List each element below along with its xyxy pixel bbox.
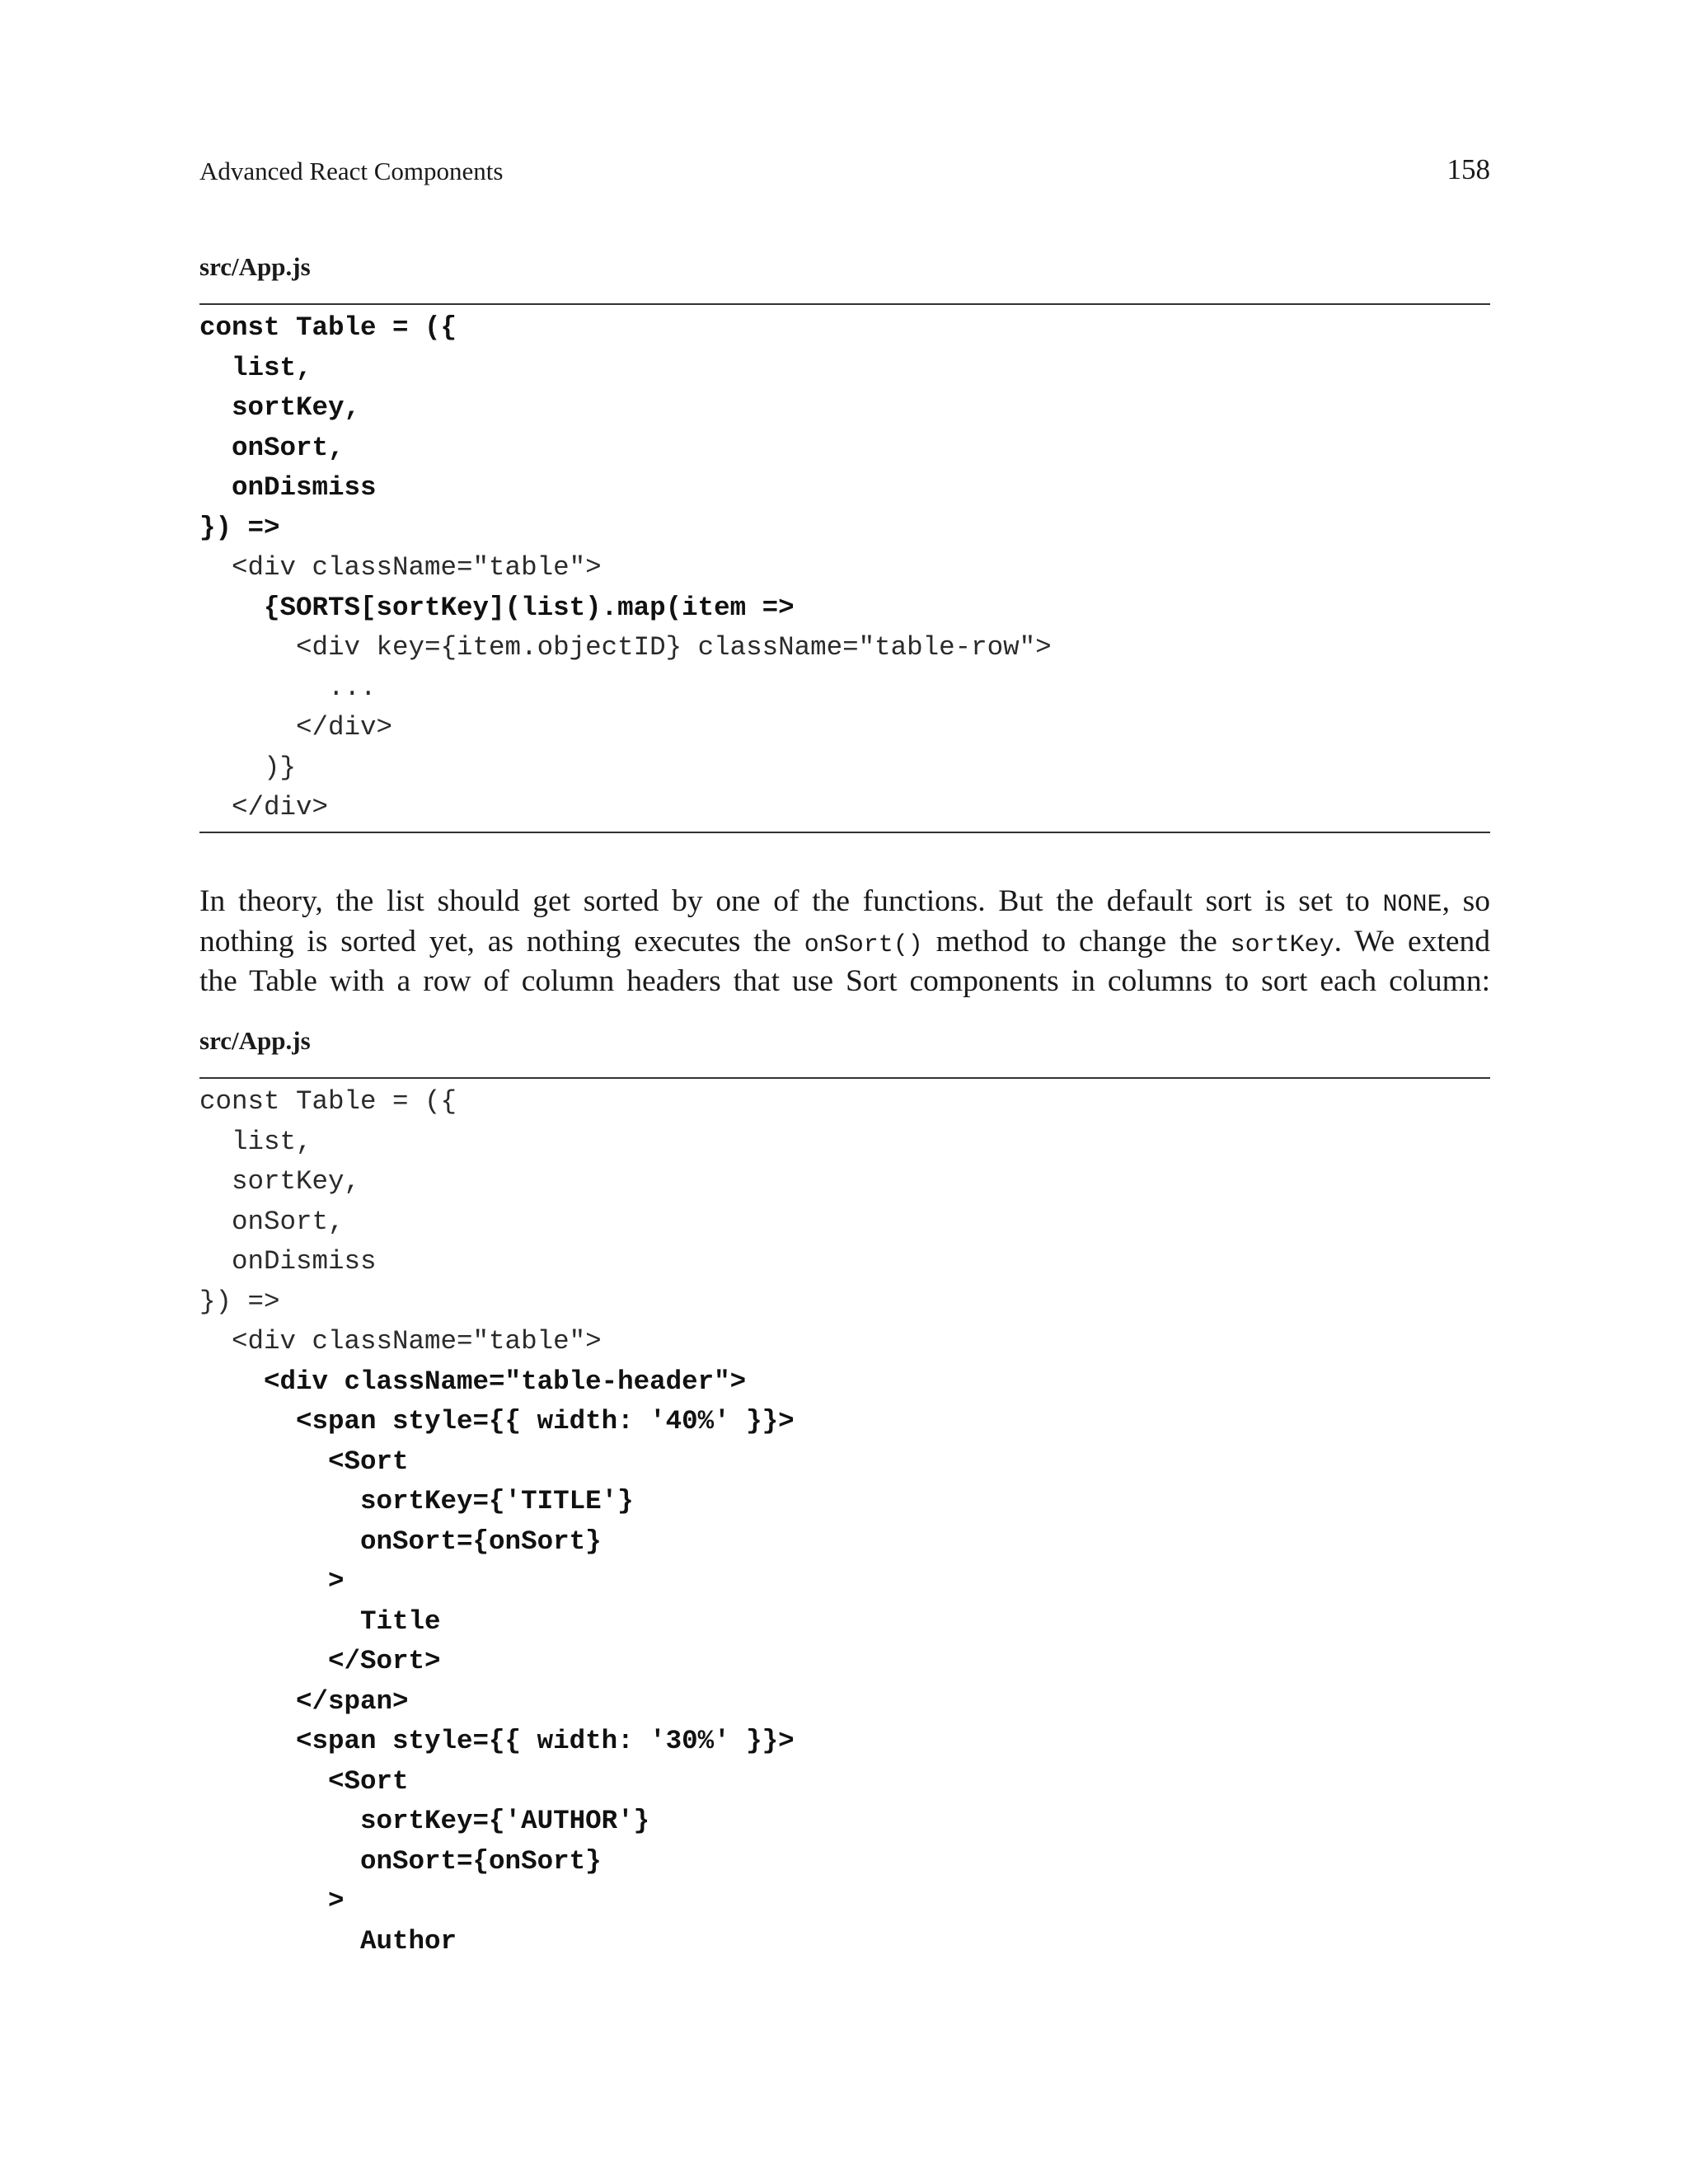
code-listing-2: [199, 1077, 1490, 1961]
code-line: </span>: [199, 1685, 409, 1717]
listing-1-caption: src/App.js: [199, 252, 311, 281]
paragraph-text: nothing is sorted yet, as nothing executes the: [199, 924, 804, 958]
paragraph-line-1: [199, 882, 1490, 922]
paragraph-text: In theory, the list should get sorted by one of the functions. But the default sort is set to: [199, 884, 1383, 918]
code-line: list,: [199, 1126, 312, 1157]
paragraph-text: . We extend: [1334, 924, 1490, 958]
page-number: 158: [1447, 153, 1490, 185]
code-line: onDismiss: [199, 472, 377, 503]
code-line: onSort,: [199, 432, 345, 463]
code-line: <span style={{ width: '40%' }}>: [199, 1406, 795, 1436]
code-line: </Sort>: [199, 1646, 441, 1676]
code-line: <Sort: [199, 1765, 409, 1797]
paragraph-text: method to change the: [922, 924, 1231, 958]
code-line: list,: [199, 352, 312, 383]
code-line: </div>: [199, 792, 329, 823]
code-line: sortKey={'AUTHOR'}: [199, 1806, 650, 1836]
code-line: <span style={{ width: '30%' }}>: [199, 1726, 795, 1756]
code-line: sortKey,: [199, 1166, 361, 1197]
code-line: onSort,: [199, 1206, 345, 1237]
code-line: </div>: [199, 712, 393, 743]
running-header: [199, 153, 1490, 193]
inline-code-onsort: onSort(): [804, 930, 923, 959]
inline-code-sortkey: sortKey: [1230, 930, 1334, 959]
paragraph-text: , so: [1442, 884, 1490, 918]
code-line: onSort={onSort}: [199, 1845, 602, 1877]
paragraph-line-3: the Table with a row of column headers that use Sort components in columns to sort each column:: [199, 964, 1490, 998]
code-line: <div className="table-header">: [199, 1366, 747, 1397]
listing-2-caption: src/App.js: [199, 1026, 311, 1055]
body-paragraph: [199, 882, 1490, 1002]
code-line: )}: [199, 752, 297, 783]
chapter-title: Advanced React Components: [199, 157, 504, 185]
code-line: <div className="table">: [199, 1326, 602, 1357]
code-line: const Table = ({: [199, 312, 457, 343]
code-line: Author: [199, 1925, 457, 1957]
code-line: <Sort: [199, 1446, 409, 1477]
code-line: onSort={onSort}: [199, 1526, 602, 1557]
inline-code-none: NONE: [1382, 891, 1442, 919]
code-line: >: [199, 1886, 345, 1916]
paragraph-line-2: [199, 922, 1490, 963]
code-line: sortKey={'TITLE'}: [199, 1486, 634, 1516]
code-line: {SORTS[sortKey](list).map(item =>: [199, 592, 795, 623]
code-line: sortKey,: [199, 392, 361, 423]
code-line: <div className="table">: [199, 552, 602, 583]
code-line: const Table = ({: [199, 1086, 457, 1117]
code-line: ...: [199, 672, 377, 703]
code-line: Title: [199, 1605, 441, 1637]
book-page: [199, 0, 1490, 2184]
code-line: <div key={item.objectID} className="table-row">: [199, 632, 1052, 663]
code-line: }) =>: [199, 1286, 280, 1317]
code-line: onDismiss: [199, 1246, 377, 1277]
code-line: >: [199, 1566, 345, 1596]
code-listing-1: [199, 303, 1490, 833]
code-line: }) =>: [199, 512, 280, 543]
